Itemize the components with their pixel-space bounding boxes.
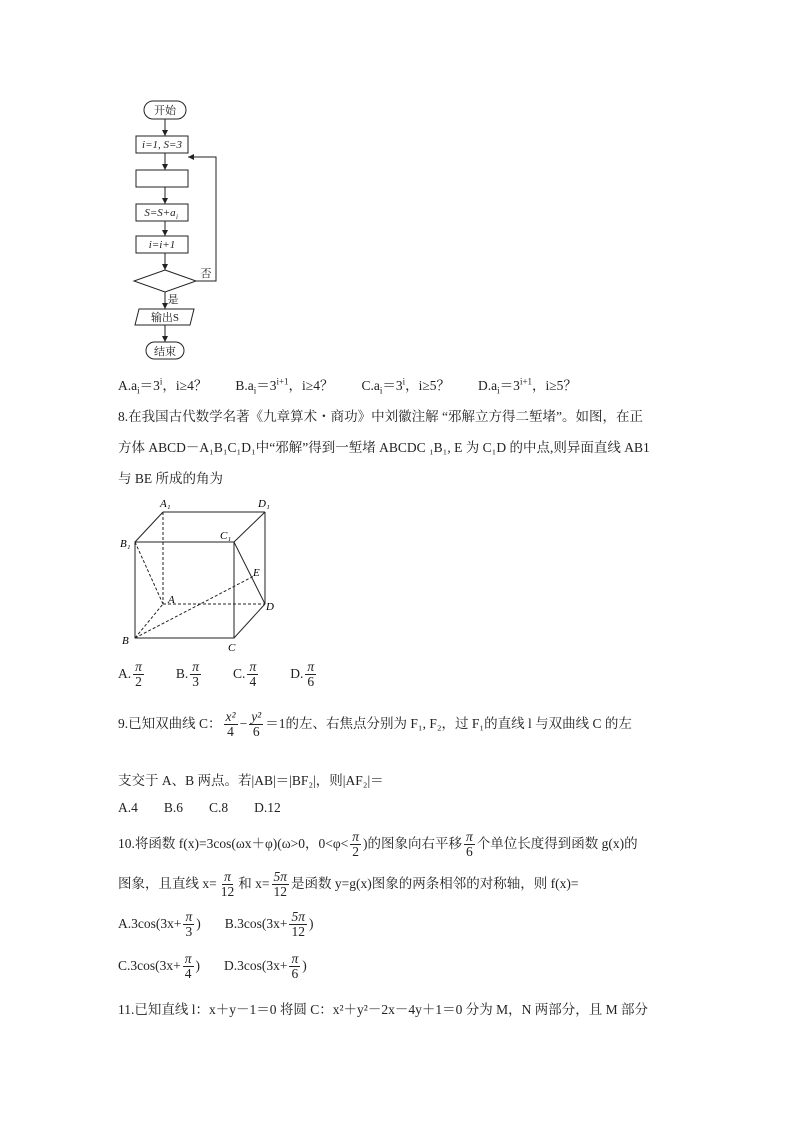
q7-options (118, 374, 577, 396)
flowchart-no-label: 否 (200, 268, 212, 280)
q10-option-d: D.3cos(3x+ $\frac{\pi}{6}$ ) (224, 951, 307, 982)
q10-options-cd (118, 952, 307, 981)
q8-option-c: C. $\frac{\pi}{4}$ (233, 659, 257, 690)
flowchart-increment-label: i=i+1 (148, 239, 176, 251)
cube-label-d: D (266, 601, 274, 613)
q9-line2: 支交于 A、B 两点。若|AB|＝|BF₂|，则|AF₂|＝ (118, 773, 384, 788)
cube-figure (118, 492, 283, 657)
q10-line1: 10.将函数 f(x)=3cos(ωx＋φ)(ω>0，0<φ< $\frac{\pi}{2}$ )的图象向右平移 $\frac{\pi}{6}$ 个单位长度得到函数 g(x)的 (118, 829, 638, 860)
q10-line2: 图象，且直线 x= $\frac{\pi}{12}$ 和 x= $\frac{5\pi}{12}$ 是函数 y=g(x)图象的两条相邻的对称轴，则 f(x)= (118, 869, 579, 900)
cube-label-c: C (228, 642, 236, 654)
flowchart-start-label: 开始 (154, 105, 176, 117)
cube-label-e: E (253, 567, 260, 579)
cube-label-b: B (122, 635, 129, 647)
q8-option-d: D. $\frac{\pi}{6}$ (290, 659, 315, 690)
flowchart-empty-box (136, 170, 188, 187)
q10-options-ab (118, 910, 314, 939)
flowchart-update-sub: i (176, 213, 178, 221)
cube-label-c1: C₁ (220, 530, 232, 542)
q8-option-a: A. $\frac{\pi}{2}$ (118, 659, 142, 690)
cube-label-a: A (168, 594, 175, 606)
q9-line1: 9.已知双曲线 C： $\frac{\text{x²}}{4}$ − $\frac{\text{y²}}{6}$ ＝1的左、右焦点分别为 F₁, F₂，过 F₁的直线 l 与双曲线 C 的左 (118, 709, 632, 740)
flowchart-init-label: i=1, S=3 (142, 139, 182, 151)
q7-option-a: $A.a_i=3^i$，i≥4？ (118, 376, 208, 396)
q9-options (118, 800, 281, 816)
q7-option-b: $B.a_i=3^{i+1}$，i≥4？ (235, 376, 334, 396)
q7-option-c: $C.a_i=3^i$，i≥5？ (361, 376, 451, 396)
flowchart-yes-label: 是 (167, 294, 179, 306)
q10-option-c: C.3cos(3x+ $\frac{\pi}{4}$ ) (118, 951, 200, 982)
q9-option-c: C.8 (209, 800, 229, 815)
q8-line3: 与 BE 所成的角为 (118, 471, 224, 486)
q7-option-d: $D.a_i=3^{i+1}$，i≥5？ (478, 376, 577, 396)
q9-option-b: B.6 (163, 800, 184, 815)
cube-label-b1: B₁ (120, 538, 131, 550)
q10-option-b: B.3cos(3x+ $\frac{5\pi}{12}$ ) (224, 909, 314, 940)
q8-line2: 方体 ABCD－A₁B₁C₁D₁中“邪解”得到一堑堵 ABCDC ₁B₁, E 为 C₁D 的中点,则异面直线 AB1 (118, 440, 650, 455)
q8-options (118, 660, 318, 689)
q10-option-a: A.3cos(3x+ $\frac{\pi}{3}$ ) (118, 909, 201, 940)
cube-label-a1: A₁ (160, 498, 171, 510)
flowchart-condition-diamond (134, 270, 196, 292)
flowchart-output-label: 输出S (150, 312, 180, 324)
flowchart (110, 95, 240, 370)
q9-option-d: D.12 (254, 800, 281, 815)
q9-option-a: A.4 (118, 800, 138, 815)
cube-label-d1: D₁ (258, 498, 270, 510)
q8-option-b: B. $\frac{\pi}{3}$ (175, 659, 200, 690)
flowchart-end-label: 结束 (154, 346, 176, 358)
q8-line1: 8.在我国古代数学名著《九章算术・商功》中刘徽注解 “邪解立方得二堑堵”。如图，在正 (118, 409, 643, 424)
q11-line1: 11.已知直线 l：x＋y－1＝0 将圆 C：x²＋y²－2x－4y＋1＝0 分为 M，N 两部分，且 M 部分 (118, 1002, 648, 1017)
flowchart-update-label: S=S+a (144, 207, 176, 219)
